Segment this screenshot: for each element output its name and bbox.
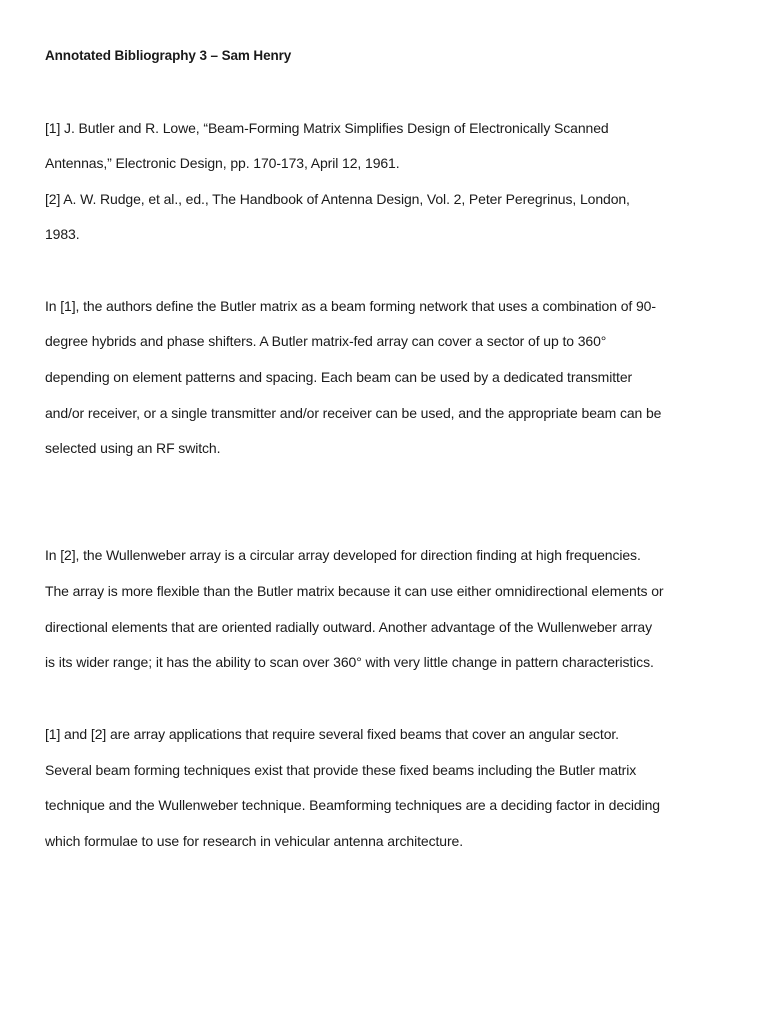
paragraph-1-line-3: depending on element patterns and spacing. Each beam can be used by a dedicated transmitter (45, 369, 633, 385)
reference-2-line-1: [2] A. W. Rudge, et al., ed., The Handbook of Antenna Design, Vol. 2, Peter Peregrinus, London, (45, 191, 630, 207)
paragraph-3-line-1: [1] and [2] are array applications that require several fixed beams that cover an angular sector. (45, 726, 619, 742)
paragraph-1-line-2: degree hybrids and phase shifters. A Butler matrix-fed array can cover a sector of up to 360° (45, 333, 607, 349)
document-title: Annotated Bibliography 3 – Sam Henry (45, 48, 292, 63)
paragraph-2-line-1: In [2], the Wullenweber array is a circular array developed for direction finding at high frequencies. (45, 547, 641, 563)
paragraph-1-line-5: selected using an RF switch. (45, 440, 221, 456)
reference-1-line-2: Antennas,” Electronic Design, pp. 170-173, April 12, 1961. (45, 155, 400, 171)
paragraph-3-line-2: Several beam forming techniques exist that provide these fixed beams including the Butler matrix (45, 762, 637, 778)
paragraph-2-line-3: directional elements that are oriented radially outward. Another advantage of the Wullenweber array (45, 619, 652, 635)
paragraph-1-line-1: In [1], the authors define the Butler matrix as a beam forming network that uses a combination of 90- (45, 298, 656, 314)
paragraph-3-line-4: which formulae to use for research in vehicular antenna architecture. (45, 833, 463, 849)
paragraph-2-line-4: is its wider range; it has the ability to scan over 360° with very little change in pattern characteristics. (45, 654, 654, 670)
reference-1-line-1: [1] J. Butler and R. Lowe, “Beam-Forming Matrix Simplifies Design of Electronically Scanned (45, 120, 609, 136)
paragraph-1-line-4: and/or receiver, or a single transmitter and/or receiver can be used, and the appropriate beam can be (45, 405, 662, 421)
paragraph-2-line-2: The array is more flexible than the Butler matrix because it can use either omnidirectional elements or (45, 583, 664, 599)
reference-2-line-2: 1983. (45, 226, 80, 242)
paragraph-3-line-3: technique and the Wullenweber technique. Beamforming techniques are a deciding factor in deciding (45, 797, 660, 813)
